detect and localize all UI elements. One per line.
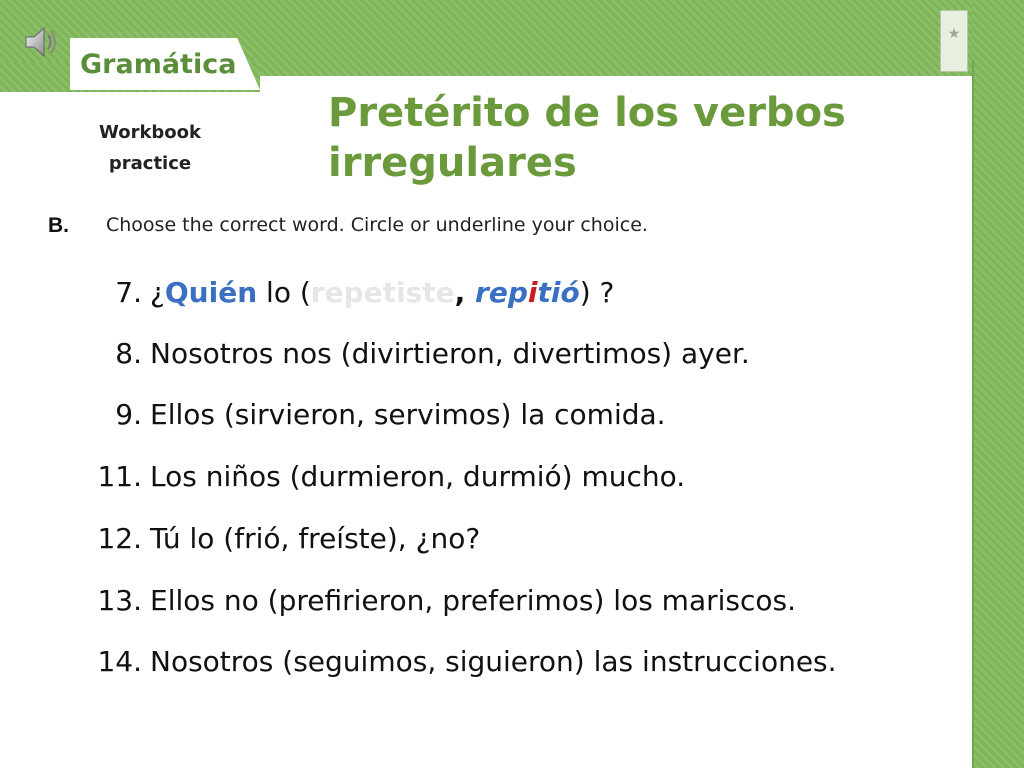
workbook-note-line1: Workbook bbox=[98, 122, 201, 143]
question-text[interactable]: Ellos (sirvieron, servimos) la comida. bbox=[150, 398, 666, 431]
section-tab-label: Gramática bbox=[80, 49, 237, 80]
question-number: 9. bbox=[115, 398, 142, 431]
question-9 bbox=[0, 398, 666, 431]
q7-opt2-b: i bbox=[527, 276, 538, 309]
q7-pre: ¿ bbox=[150, 276, 165, 309]
workbook-note-line2: practice bbox=[108, 153, 192, 174]
workbook-note bbox=[80, 117, 220, 179]
question-8 bbox=[0, 337, 750, 370]
q7-opt2-a: rep bbox=[475, 276, 528, 309]
question-number: 13. bbox=[97, 584, 142, 617]
question-13 bbox=[0, 584, 796, 617]
exercise-instruction: Choose the correct word. Circle or underline your choice. bbox=[106, 214, 648, 236]
question-text[interactable]: Los niños (durmieron, durmió) mucho. bbox=[150, 460, 686, 493]
q7-post: ) ? bbox=[579, 276, 615, 309]
q7-mid: lo ( bbox=[257, 276, 311, 309]
exercise-letter: B. bbox=[48, 214, 69, 237]
question-number: 12. bbox=[97, 522, 142, 555]
slide-title-line2: irregulares bbox=[328, 140, 577, 186]
question-number: 14. bbox=[97, 645, 142, 678]
speaker-icon[interactable] bbox=[22, 22, 62, 62]
question-text[interactable]: Ellos no (prefirieron, preferimos) los mariscos. bbox=[150, 584, 797, 617]
frame-right bbox=[972, 0, 1024, 768]
q7-option-2[interactable] bbox=[475, 276, 580, 309]
bookmark-button[interactable] bbox=[940, 10, 968, 72]
q7-opt2-c: tió bbox=[537, 276, 580, 309]
question-number: 8. bbox=[115, 337, 142, 370]
frame-divider bbox=[972, 60, 974, 768]
q7-sep: , bbox=[454, 276, 476, 309]
q7-quien: Quién bbox=[164, 276, 258, 309]
q7-option-1[interactable]: repetiste bbox=[310, 276, 455, 309]
question-11 bbox=[0, 460, 685, 493]
bookmark-star-icon: ★ bbox=[947, 25, 961, 41]
question-text[interactable]: Nosotros nos (divirtieron, divertimos) ayer. bbox=[150, 337, 750, 370]
slide-title bbox=[328, 88, 846, 188]
question-7 bbox=[0, 276, 614, 309]
question-number: 11. bbox=[97, 460, 142, 493]
question-text[interactable]: Tú lo (frió, freíste), ¿no? bbox=[150, 522, 481, 555]
question-text[interactable]: Nosotros (seguimos, siguieron) las instrucciones. bbox=[150, 645, 837, 678]
question-number: 7. bbox=[115, 276, 142, 309]
question-12 bbox=[0, 522, 480, 555]
question-14 bbox=[0, 645, 837, 678]
slide-title-line1: Pretérito de los verbos bbox=[328, 90, 846, 136]
